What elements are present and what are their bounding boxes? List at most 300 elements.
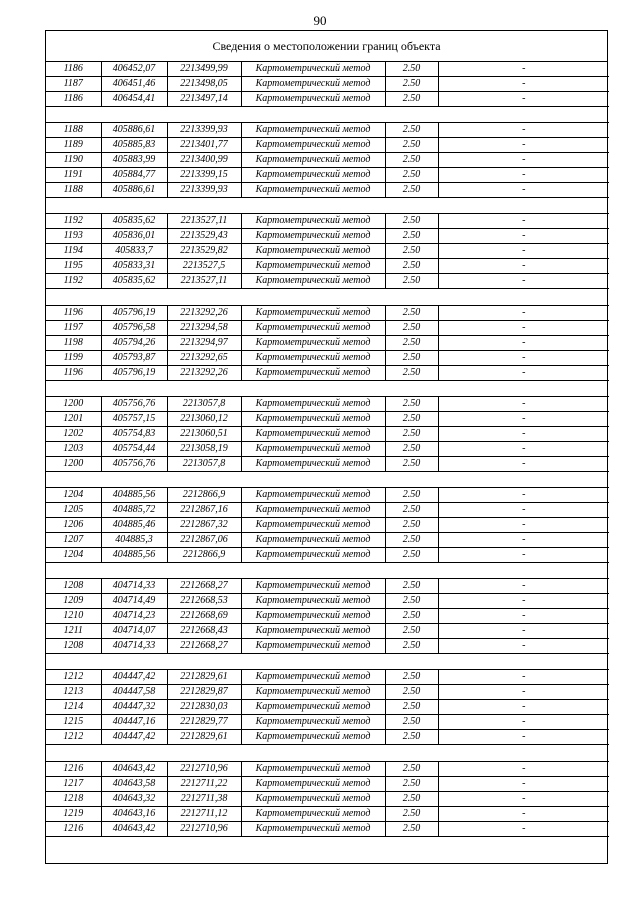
- method-cell: Картометрический метод: [241, 579, 385, 594]
- note-cell: -: [438, 670, 609, 685]
- y-coordinate-cell: 2212711,12: [167, 806, 241, 821]
- table-row: [46, 791, 609, 806]
- accuracy-cell: 2.50: [385, 441, 438, 456]
- accuracy-cell: 2.50: [385, 92, 438, 107]
- x-coordinate-cell: 404643,32: [101, 791, 167, 806]
- accuracy-cell: 2.50: [385, 274, 438, 289]
- accuracy-cell: 2.50: [385, 518, 438, 533]
- table-row: [46, 730, 609, 745]
- table-row: [46, 396, 609, 411]
- x-coordinate-cell: 405796,58: [101, 320, 167, 335]
- y-coordinate-cell: 2212711,22: [167, 776, 241, 791]
- table-row: [46, 609, 609, 624]
- separator-cell: [241, 654, 385, 670]
- point-number-cell: 1186: [46, 92, 101, 107]
- table-row: [46, 138, 609, 153]
- group-separator-row: [46, 380, 609, 396]
- y-coordinate-cell: 2212830,03: [167, 700, 241, 715]
- method-cell: Картометрический метод: [241, 639, 385, 654]
- separator-cell: [385, 745, 438, 761]
- note-cell: -: [438, 350, 609, 365]
- method-cell: Картометрический метод: [241, 350, 385, 365]
- method-cell: Картометрический метод: [241, 153, 385, 168]
- method-cell: Картометрический метод: [241, 229, 385, 244]
- accuracy-cell: 2.50: [385, 138, 438, 153]
- x-coordinate-cell: 404885,56: [101, 488, 167, 503]
- separator-cell: [438, 471, 609, 487]
- note-cell: -: [438, 396, 609, 411]
- y-coordinate-cell: 2212710,96: [167, 761, 241, 776]
- note-cell: -: [438, 214, 609, 229]
- method-cell: Картометрический метод: [241, 441, 385, 456]
- separator-cell: [101, 471, 167, 487]
- table-row: [46, 244, 609, 259]
- accuracy-cell: 2.50: [385, 715, 438, 730]
- point-number-cell: 1212: [46, 730, 101, 745]
- method-cell: Картометрический метод: [241, 426, 385, 441]
- accuracy-cell: 2.50: [385, 776, 438, 791]
- x-coordinate-cell: 405836,01: [101, 229, 167, 244]
- accuracy-cell: 2.50: [385, 214, 438, 229]
- point-number-cell: 1193: [46, 229, 101, 244]
- x-coordinate-cell: 405884,77: [101, 168, 167, 183]
- accuracy-cell: 2.50: [385, 791, 438, 806]
- x-coordinate-cell: 404714,33: [101, 579, 167, 594]
- table-row: [46, 168, 609, 183]
- note-cell: -: [438, 776, 609, 791]
- separator-cell: [101, 563, 167, 579]
- accuracy-cell: 2.50: [385, 153, 438, 168]
- x-coordinate-cell: 404885,72: [101, 503, 167, 518]
- accuracy-cell: 2.50: [385, 244, 438, 259]
- table-row: [46, 411, 609, 426]
- table-row: [46, 441, 609, 456]
- x-coordinate-cell: 406454,41: [101, 92, 167, 107]
- method-cell: Картометрический метод: [241, 77, 385, 92]
- accuracy-cell: 2.50: [385, 488, 438, 503]
- point-number-cell: 1205: [46, 503, 101, 518]
- method-cell: Картометрический метод: [241, 92, 385, 107]
- separator-cell: [385, 107, 438, 123]
- separator-cell: [46, 289, 101, 305]
- group-separator-row: [46, 654, 609, 670]
- accuracy-cell: 2.50: [385, 594, 438, 609]
- note-cell: -: [438, 579, 609, 594]
- point-number-cell: 1192: [46, 214, 101, 229]
- point-number-cell: 1191: [46, 168, 101, 183]
- x-coordinate-cell: 405754,83: [101, 426, 167, 441]
- table-row: [46, 821, 609, 836]
- note-cell: -: [438, 639, 609, 654]
- accuracy-cell: 2.50: [385, 77, 438, 92]
- accuracy-cell: 2.50: [385, 761, 438, 776]
- y-coordinate-cell: 2213529,82: [167, 244, 241, 259]
- note-cell: -: [438, 229, 609, 244]
- point-number-cell: 1190: [46, 153, 101, 168]
- table-row: [46, 365, 609, 380]
- point-number-cell: 1203: [46, 441, 101, 456]
- note-cell: -: [438, 92, 609, 107]
- accuracy-cell: 2.50: [385, 700, 438, 715]
- table-row: [46, 214, 609, 229]
- method-cell: Картометрический метод: [241, 700, 385, 715]
- x-coordinate-cell: 405835,62: [101, 274, 167, 289]
- x-coordinate-cell: 404885,56: [101, 548, 167, 563]
- group-separator-row: [46, 289, 609, 305]
- point-number-cell: 1186: [46, 62, 101, 77]
- accuracy-cell: 2.50: [385, 533, 438, 548]
- table-row: [46, 715, 609, 730]
- separator-cell: [438, 745, 609, 761]
- y-coordinate-cell: 2212829,61: [167, 670, 241, 685]
- y-coordinate-cell: 2212668,27: [167, 579, 241, 594]
- method-cell: Картометрический метод: [241, 624, 385, 639]
- accuracy-cell: 2.50: [385, 670, 438, 685]
- accuracy-cell: 2.50: [385, 229, 438, 244]
- separator-cell: [385, 563, 438, 579]
- table-row: [46, 776, 609, 791]
- note-cell: -: [438, 594, 609, 609]
- method-cell: Картометрический метод: [241, 533, 385, 548]
- method-cell: Картометрический метод: [241, 183, 385, 198]
- accuracy-cell: 2.50: [385, 685, 438, 700]
- accuracy-cell: 2.50: [385, 456, 438, 471]
- y-coordinate-cell: 2213294,97: [167, 335, 241, 350]
- note-cell: -: [438, 183, 609, 198]
- accuracy-cell: 2.50: [385, 411, 438, 426]
- point-number-cell: 1219: [46, 806, 101, 821]
- point-number-cell: 1188: [46, 123, 101, 138]
- table-row: [46, 503, 609, 518]
- point-number-cell: 1210: [46, 609, 101, 624]
- accuracy-cell: 2.50: [385, 335, 438, 350]
- point-number-cell: 1211: [46, 624, 101, 639]
- note-cell: -: [438, 456, 609, 471]
- point-number-cell: 1208: [46, 639, 101, 654]
- method-cell: Картометрический метод: [241, 274, 385, 289]
- page-number: 90: [313, 13, 327, 28]
- x-coordinate-cell: 404447,32: [101, 700, 167, 715]
- y-coordinate-cell: 2212867,32: [167, 518, 241, 533]
- table-row: [46, 92, 609, 107]
- table-row: [46, 700, 609, 715]
- y-coordinate-cell: 2212668,69: [167, 609, 241, 624]
- note-cell: -: [438, 609, 609, 624]
- method-cell: Картометрический метод: [241, 335, 385, 350]
- y-coordinate-cell: 2213057,8: [167, 396, 241, 411]
- point-number-cell: 1202: [46, 426, 101, 441]
- x-coordinate-cell: 404714,49: [101, 594, 167, 609]
- note-cell: -: [438, 153, 609, 168]
- point-number-cell: 1208: [46, 579, 101, 594]
- x-coordinate-cell: 405886,61: [101, 183, 167, 198]
- method-cell: Картометрический метод: [241, 730, 385, 745]
- separator-cell: [438, 654, 609, 670]
- y-coordinate-cell: 2213292,26: [167, 365, 241, 380]
- x-coordinate-cell: 404885,3: [101, 533, 167, 548]
- group-separator-row: [46, 198, 609, 214]
- y-coordinate-cell: 2213527,11: [167, 274, 241, 289]
- x-coordinate-cell: 405883,99: [101, 153, 167, 168]
- x-coordinate-cell: 405796,19: [101, 365, 167, 380]
- table-row: [46, 488, 609, 503]
- y-coordinate-cell: 2212867,06: [167, 533, 241, 548]
- note-cell: -: [438, 685, 609, 700]
- y-coordinate-cell: 2212668,53: [167, 594, 241, 609]
- separator-cell: [101, 745, 167, 761]
- x-coordinate-cell: 405793,87: [101, 350, 167, 365]
- method-cell: Картометрический метод: [241, 791, 385, 806]
- note-cell: -: [438, 548, 609, 563]
- point-number-cell: 1207: [46, 533, 101, 548]
- method-cell: Картометрический метод: [241, 518, 385, 533]
- note-cell: -: [438, 806, 609, 821]
- method-cell: Картометрический метод: [241, 305, 385, 320]
- y-coordinate-cell: 2213499,99: [167, 62, 241, 77]
- method-cell: Картометрический метод: [241, 365, 385, 380]
- x-coordinate-cell: 405756,76: [101, 456, 167, 471]
- note-cell: -: [438, 715, 609, 730]
- table-row: [46, 183, 609, 198]
- note-cell: -: [438, 244, 609, 259]
- table-row: [46, 426, 609, 441]
- x-coordinate-cell: 406452,07: [101, 62, 167, 77]
- y-coordinate-cell: 2212829,77: [167, 715, 241, 730]
- method-cell: Картометрический метод: [241, 456, 385, 471]
- separator-cell: [167, 745, 241, 761]
- x-coordinate-cell: 404447,58: [101, 685, 167, 700]
- y-coordinate-cell: 2213060,12: [167, 411, 241, 426]
- method-cell: Картометрический метод: [241, 320, 385, 335]
- method-cell: Картометрический метод: [241, 548, 385, 563]
- method-cell: Картометрический метод: [241, 670, 385, 685]
- point-number-cell: 1213: [46, 685, 101, 700]
- method-cell: Картометрический метод: [241, 123, 385, 138]
- table-row: [46, 229, 609, 244]
- table-row: [46, 685, 609, 700]
- table-row: [46, 350, 609, 365]
- y-coordinate-cell: 2213057,8: [167, 456, 241, 471]
- y-coordinate-cell: 2213292,65: [167, 350, 241, 365]
- x-coordinate-cell: 405835,62: [101, 214, 167, 229]
- coordinates-table-body: [46, 62, 609, 836]
- note-cell: -: [438, 518, 609, 533]
- y-coordinate-cell: 2213498,05: [167, 77, 241, 92]
- separator-cell: [241, 107, 385, 123]
- point-number-cell: 1197: [46, 320, 101, 335]
- point-number-cell: 1200: [46, 456, 101, 471]
- note-cell: -: [438, 624, 609, 639]
- table-row: [46, 670, 609, 685]
- note-cell: -: [438, 138, 609, 153]
- separator-cell: [385, 654, 438, 670]
- separator-cell: [167, 471, 241, 487]
- separator-cell: [101, 198, 167, 214]
- point-number-cell: 1189: [46, 138, 101, 153]
- y-coordinate-cell: 2212710,96: [167, 821, 241, 836]
- separator-cell: [241, 745, 385, 761]
- note-cell: -: [438, 441, 609, 456]
- note-cell: -: [438, 365, 609, 380]
- table-row: [46, 123, 609, 138]
- table-row: [46, 518, 609, 533]
- table-row: [46, 77, 609, 92]
- separator-cell: [438, 563, 609, 579]
- note-cell: -: [438, 305, 609, 320]
- y-coordinate-cell: 2213060,51: [167, 426, 241, 441]
- accuracy-cell: 2.50: [385, 503, 438, 518]
- table-row: [46, 533, 609, 548]
- accuracy-cell: 2.50: [385, 579, 438, 594]
- x-coordinate-cell: 404447,16: [101, 715, 167, 730]
- accuracy-cell: 2.50: [385, 350, 438, 365]
- x-coordinate-cell: 404447,42: [101, 670, 167, 685]
- x-coordinate-cell: 404643,58: [101, 776, 167, 791]
- y-coordinate-cell: 2213401,77: [167, 138, 241, 153]
- point-number-cell: 1206: [46, 518, 101, 533]
- point-number-cell: 1199: [46, 350, 101, 365]
- separator-cell: [167, 654, 241, 670]
- note-cell: -: [438, 821, 609, 836]
- x-coordinate-cell: 404643,42: [101, 821, 167, 836]
- x-coordinate-cell: 405886,61: [101, 123, 167, 138]
- point-number-cell: 1188: [46, 183, 101, 198]
- y-coordinate-cell: 2212711,38: [167, 791, 241, 806]
- table-row: [46, 639, 609, 654]
- point-number-cell: 1195: [46, 259, 101, 274]
- point-number-cell: 1187: [46, 77, 101, 92]
- accuracy-cell: 2.50: [385, 123, 438, 138]
- note-cell: -: [438, 791, 609, 806]
- separator-cell: [438, 289, 609, 305]
- note-cell: -: [438, 761, 609, 776]
- point-number-cell: 1209: [46, 594, 101, 609]
- note-cell: -: [438, 77, 609, 92]
- separator-cell: [241, 198, 385, 214]
- table-row: [46, 259, 609, 274]
- separator-cell: [385, 380, 438, 396]
- table-row: [46, 335, 609, 350]
- accuracy-cell: 2.50: [385, 62, 438, 77]
- separator-cell: [385, 289, 438, 305]
- accuracy-cell: 2.50: [385, 183, 438, 198]
- method-cell: Картометрический метод: [241, 609, 385, 624]
- point-number-cell: 1198: [46, 335, 101, 350]
- accuracy-cell: 2.50: [385, 320, 438, 335]
- x-coordinate-cell: 405794,26: [101, 335, 167, 350]
- group-separator-row: [46, 107, 609, 123]
- y-coordinate-cell: 2213399,93: [167, 123, 241, 138]
- separator-cell: [101, 289, 167, 305]
- accuracy-cell: 2.50: [385, 365, 438, 380]
- separator-cell: [241, 380, 385, 396]
- method-cell: Картометрический метод: [241, 806, 385, 821]
- separator-cell: [438, 107, 609, 123]
- separator-cell: [167, 198, 241, 214]
- note-cell: -: [438, 168, 609, 183]
- y-coordinate-cell: 2212829,61: [167, 730, 241, 745]
- table-row: [46, 153, 609, 168]
- note-cell: -: [438, 700, 609, 715]
- note-cell: -: [438, 411, 609, 426]
- x-coordinate-cell: 404447,42: [101, 730, 167, 745]
- table-row: [46, 761, 609, 776]
- accuracy-cell: 2.50: [385, 426, 438, 441]
- point-number-cell: 1192: [46, 274, 101, 289]
- x-coordinate-cell: 405756,76: [101, 396, 167, 411]
- accuracy-cell: 2.50: [385, 624, 438, 639]
- point-number-cell: 1204: [46, 488, 101, 503]
- method-cell: Картометрический метод: [241, 411, 385, 426]
- separator-cell: [385, 471, 438, 487]
- x-coordinate-cell: 404643,16: [101, 806, 167, 821]
- y-coordinate-cell: 2213529,43: [167, 229, 241, 244]
- separator-cell: [241, 289, 385, 305]
- coordinates-table-frame: [45, 30, 608, 864]
- accuracy-cell: 2.50: [385, 259, 438, 274]
- point-number-cell: 1200: [46, 396, 101, 411]
- method-cell: Картометрический метод: [241, 594, 385, 609]
- method-cell: Картометрический метод: [241, 168, 385, 183]
- separator-cell: [167, 107, 241, 123]
- point-number-cell: 1204: [46, 548, 101, 563]
- point-number-cell: 1216: [46, 821, 101, 836]
- method-cell: Картометрический метод: [241, 244, 385, 259]
- accuracy-cell: 2.50: [385, 609, 438, 624]
- group-separator-row: [46, 471, 609, 487]
- separator-cell: [167, 380, 241, 396]
- coordinates-table: [46, 62, 609, 837]
- point-number-cell: 1214: [46, 700, 101, 715]
- accuracy-cell: 2.50: [385, 730, 438, 745]
- accuracy-cell: 2.50: [385, 168, 438, 183]
- table-row: [46, 594, 609, 609]
- note-cell: -: [438, 426, 609, 441]
- table-row: [46, 624, 609, 639]
- method-cell: Картометрический метод: [241, 396, 385, 411]
- x-coordinate-cell: 404643,42: [101, 761, 167, 776]
- separator-cell: [167, 563, 241, 579]
- group-separator-row: [46, 563, 609, 579]
- method-cell: Картометрический метод: [241, 715, 385, 730]
- method-cell: Картометрический метод: [241, 138, 385, 153]
- method-cell: Картометрический метод: [241, 761, 385, 776]
- y-coordinate-cell: 2212829,87: [167, 685, 241, 700]
- note-cell: -: [438, 503, 609, 518]
- x-coordinate-cell: 405796,19: [101, 305, 167, 320]
- group-separator-row: [46, 745, 609, 761]
- point-number-cell: 1196: [46, 305, 101, 320]
- table-row: [46, 62, 609, 77]
- separator-cell: [46, 107, 101, 123]
- separator-cell: [46, 471, 101, 487]
- y-coordinate-cell: 2213399,15: [167, 168, 241, 183]
- point-number-cell: 1216: [46, 761, 101, 776]
- point-number-cell: 1218: [46, 791, 101, 806]
- separator-cell: [385, 198, 438, 214]
- separator-cell: [101, 654, 167, 670]
- y-coordinate-cell: 2213527,5: [167, 259, 241, 274]
- x-coordinate-cell: 406451,46: [101, 77, 167, 92]
- note-cell: -: [438, 533, 609, 548]
- y-coordinate-cell: 2212866,9: [167, 548, 241, 563]
- point-number-cell: 1194: [46, 244, 101, 259]
- x-coordinate-cell: 404714,23: [101, 609, 167, 624]
- method-cell: Картометрический метод: [241, 214, 385, 229]
- y-coordinate-cell: 2212866,9: [167, 488, 241, 503]
- point-number-cell: 1215: [46, 715, 101, 730]
- method-cell: Картометрический метод: [241, 685, 385, 700]
